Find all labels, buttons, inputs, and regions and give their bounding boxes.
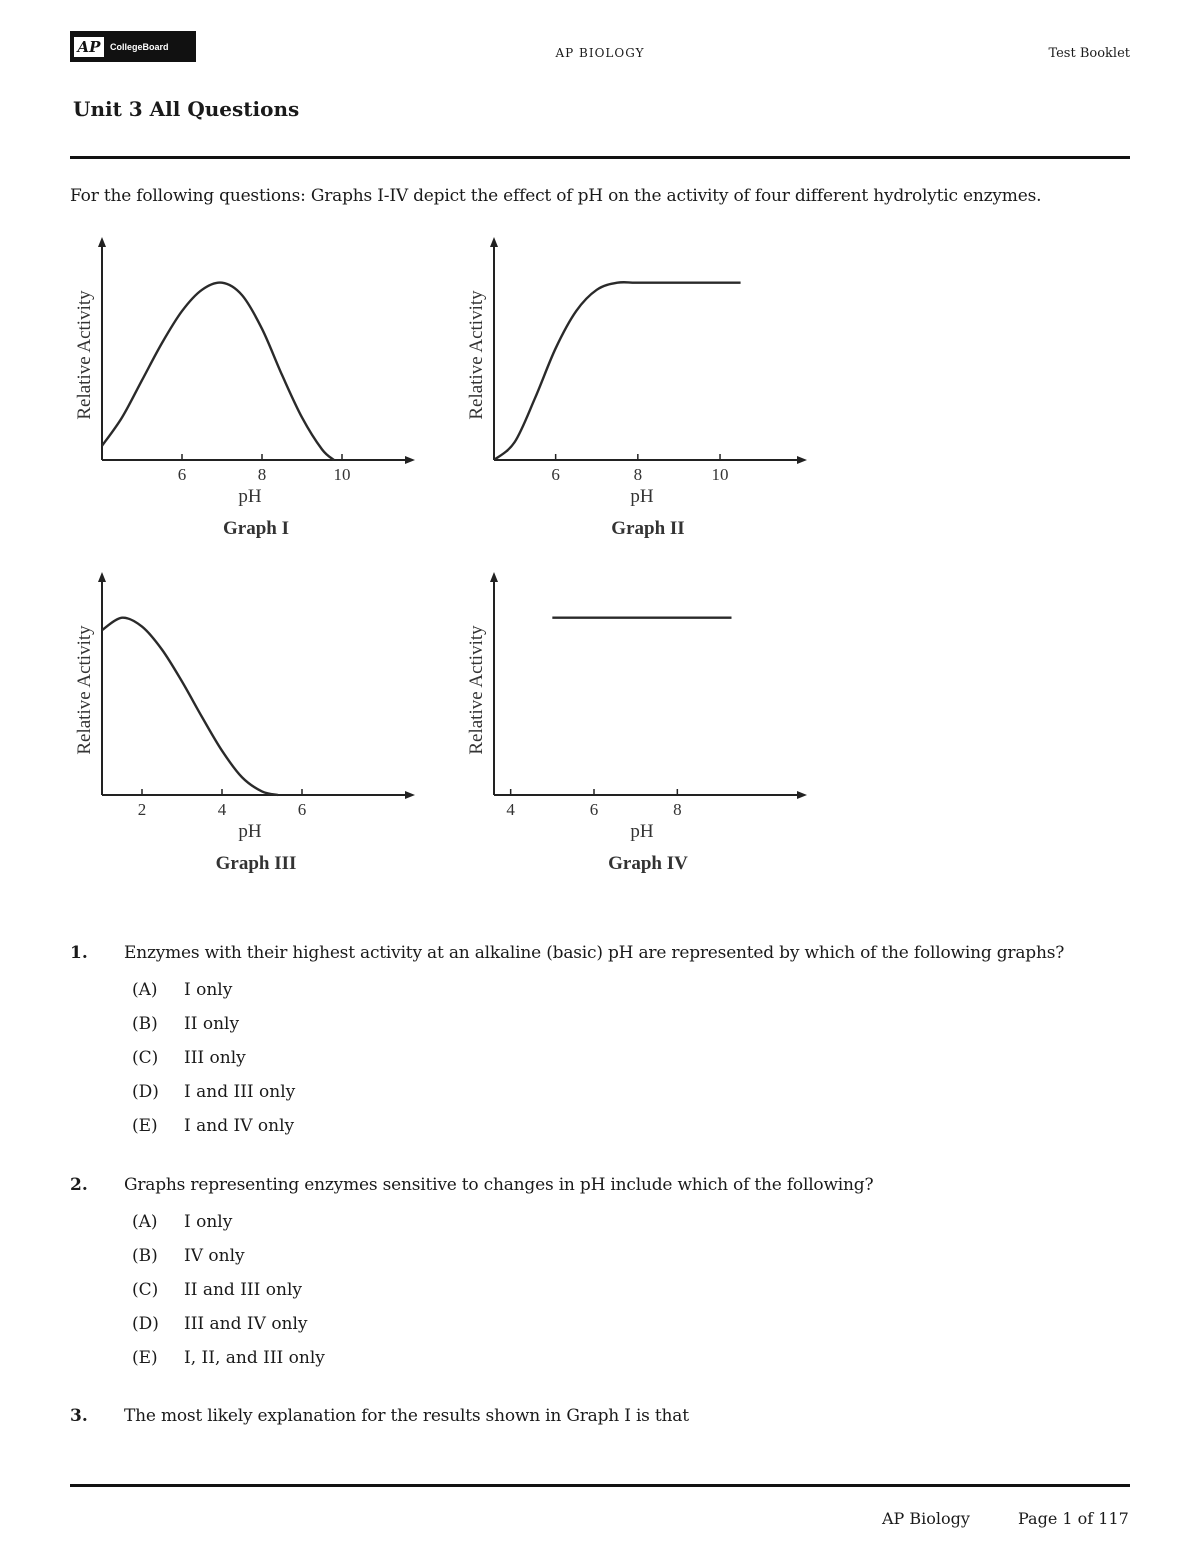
choice-letter: (D): [132, 1082, 159, 1102]
x-axis-arrow: [405, 791, 415, 799]
x-tick-label: 4: [217, 800, 227, 819]
choice-text: I, II, and III only: [184, 1348, 325, 1368]
choice-text: III and IV only: [184, 1314, 308, 1334]
choice-text: II and III only: [184, 1280, 302, 1300]
x-tick-label: 4: [506, 800, 515, 819]
question-stem: The most likely explanation for the results shown in Graph I is that: [124, 1406, 689, 1426]
x-axis-label: pH: [630, 821, 654, 842]
x-axis-label: pH: [630, 486, 654, 507]
x-axis-label: pH: [238, 821, 262, 842]
x-tick-label: 6: [551, 465, 560, 484]
y-axis-arrow: [98, 572, 106, 582]
choice-letter: (C): [132, 1048, 159, 1068]
footer-page-number: Page 1 of 117: [1018, 1509, 1129, 1528]
y-axis-arrow: [490, 572, 498, 582]
choice-letter: (B): [132, 1246, 158, 1266]
choice-text: I and III only: [184, 1082, 296, 1102]
y-axis-label: Relative Activity: [466, 625, 487, 755]
x-axis-arrow: [797, 791, 807, 799]
x-tick-label: 8: [633, 465, 643, 484]
graph-3: [60, 570, 420, 884]
choice-letter: (E): [132, 1348, 158, 1368]
x-tick-label: 8: [673, 800, 682, 819]
graph-title: Graph IV: [608, 853, 688, 874]
activity-curve: [102, 618, 278, 795]
header-divider: [70, 156, 1130, 159]
graph-title: Graph I: [223, 518, 289, 539]
activity-curve: [494, 282, 741, 460]
choice-letter: (A): [132, 980, 158, 1000]
question-stem: Enzymes with their highest activity at an alkaline (basic) pH are represented by which of the following graphs?: [124, 943, 1065, 963]
x-tick-label: 6: [177, 465, 187, 484]
choice-letter: (A): [132, 1212, 158, 1232]
y-axis-label: Relative Activity: [466, 290, 487, 420]
graph-svg: [452, 235, 812, 545]
footer-subject: AP Biology: [882, 1509, 970, 1528]
x-tick-label: 2: [137, 800, 147, 819]
question-number: 3.: [70, 1406, 88, 1426]
question-number: 1.: [70, 943, 88, 963]
choice-letter: (B): [132, 1014, 158, 1034]
y-axis-label: Relative Activity: [74, 625, 95, 755]
graph-4: [452, 570, 812, 884]
x-axis-arrow: [405, 456, 415, 464]
graph-svg: [452, 570, 812, 880]
choice-letter: (C): [132, 1280, 159, 1300]
x-tick-label: 10: [333, 465, 351, 484]
graph-svg: [60, 235, 420, 545]
footer-divider: [70, 1484, 1130, 1487]
ap-logo-mark: AP: [74, 37, 104, 57]
choice-text: IV only: [184, 1246, 245, 1266]
intro-text: For the following questions: Graphs I-IV depict the effect of pH on the activity of four different hydrolytic enzymes.: [70, 186, 1042, 206]
x-axis-label: pH: [238, 486, 262, 507]
graph-1: [60, 235, 420, 549]
x-tick-label: 10: [711, 465, 729, 484]
choice-text: I only: [184, 1212, 233, 1232]
x-tick-label: 8: [257, 465, 267, 484]
y-axis-label: Relative Activity: [74, 290, 95, 420]
graph-title: Graph II: [611, 518, 685, 539]
choice-text: I and IV only: [184, 1116, 295, 1136]
x-axis-arrow: [797, 456, 807, 464]
choice-text: I only: [184, 980, 233, 1000]
graph-2: [452, 235, 812, 549]
graph-svg: [60, 570, 420, 880]
y-axis-arrow: [98, 237, 106, 247]
question-stem: Graphs representing enzymes sensitive to changes in pH include which of the following?: [124, 1175, 874, 1195]
x-tick-label: 6: [297, 800, 307, 819]
x-tick-label: 6: [589, 800, 599, 819]
choice-text: III only: [184, 1048, 246, 1068]
header-subject: AP BIOLOGY: [555, 46, 645, 60]
page-title: Unit 3 All Questions: [73, 97, 300, 121]
collegeboard-logo-text: CollegeBoard: [110, 41, 169, 52]
choice-text: II only: [184, 1014, 240, 1034]
header-booklet-label: Test Booklet: [1048, 46, 1130, 61]
choice-letter: (E): [132, 1116, 158, 1136]
graph-title: Graph III: [215, 853, 297, 874]
y-axis-arrow: [490, 237, 498, 247]
question-number: 2.: [70, 1175, 88, 1195]
activity-curve: [102, 283, 334, 460]
choice-letter: (D): [132, 1314, 159, 1334]
